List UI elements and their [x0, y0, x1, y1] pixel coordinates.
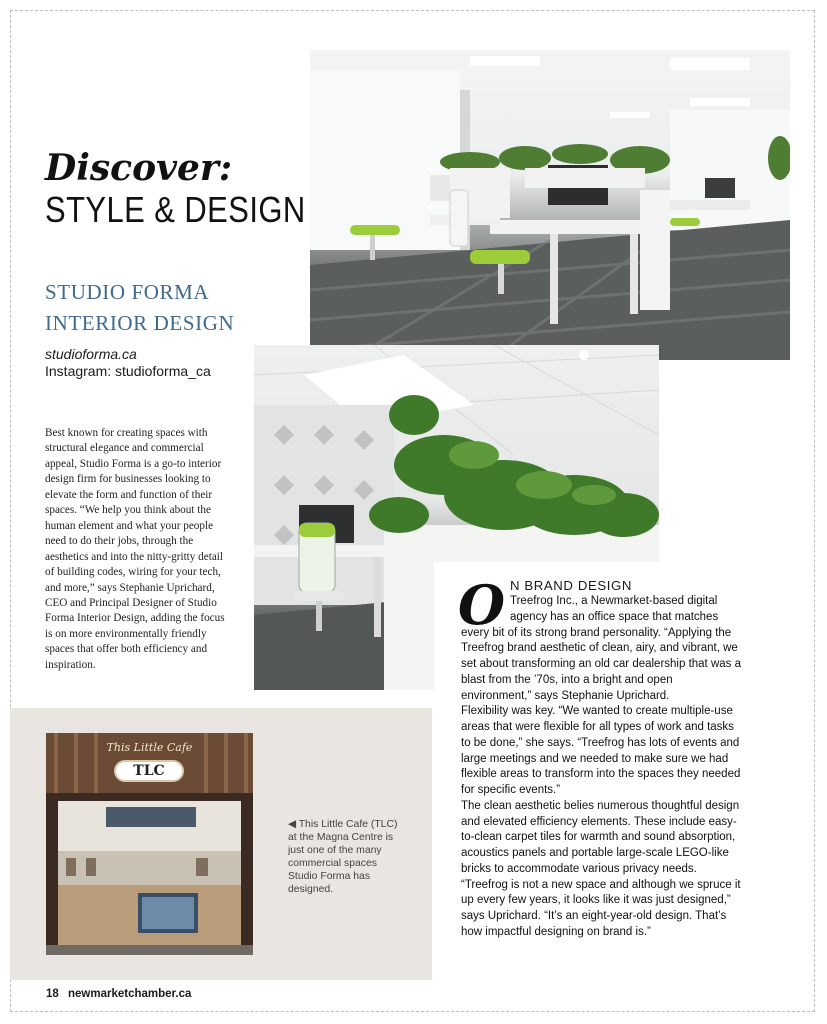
firm-instagram: Instagram: studioforma_ca — [45, 363, 211, 379]
cafe-sign-abbr: TLC — [133, 763, 165, 779]
cafe-sign-logo — [114, 760, 184, 782]
heading-style-design: STYLE & DESIGN — [45, 189, 306, 230]
article-body — [461, 594, 743, 941]
article-line-2: agency has an office space that matches — [510, 610, 719, 623]
article-line-1: Treefrog Inc., a Newmarket-based digital — [510, 595, 718, 607]
cafe-photo — [46, 733, 253, 955]
article-paragraph-3: The clean aesthetic belies numerous thoughtful design and elevated efficiency elements. These include easy-to-clean carpet tiles for warmth and sound absorption, acoustics panels and portable large-scale LEGO-like bricks to accommodate various privacy needs. “Treefrog is not a new space and although we spruce it up every few years, it looks like it was just designed,” says Uprichard. “It’s an eight-year-old design. That’s how impactful designing on brand is.” — [461, 799, 741, 938]
photo-caption: ◀ This Little Cafe (TLC) at the Magna Centre is just one of the many commercial spaces Studio Forma has designed. — [288, 819, 398, 895]
page-number: 18 — [46, 988, 59, 1000]
article-paragraph-2: Flexibility was key. “We wanted to create multiple-use areas that were flexible for all types of work and tasks to be done,” she says. “Treefrog has lots of events and large meetings and we needed to make sure we had flexible areas to transform into the spaces they needed for specific events.” — [461, 705, 741, 796]
section-heading: N BRAND DESIGN — [510, 578, 632, 593]
intro-paragraph: Best known for creating spaces with structural elegance and commercial appeal, Studio Forma is a go-to interior design firm for businesses looking to elevate the form and function of their spaces. “We help you think about the human element and what your people need to do their jobs, through the aesthetics and into the nitty-gritty detail of building codes, wiring for your tech, and more,” says Stephanie Uprichard, CEO and Principal Designer of Studio Forma Interior Design, adding the focus is on more environmentally friendly spaces that offer both efficiency and inspiration. — [45, 427, 225, 671]
heading-discover: Discover: — [45, 147, 233, 189]
firm-name: STUDIO FORMA INTERIOR DESIGN — [45, 280, 235, 335]
cafe-sign-script: This Little Cafe — [106, 741, 193, 754]
drop-cap: O — [458, 573, 506, 637]
firm-website[interactable]: studioforma.ca — [45, 346, 137, 362]
article-paragraph-1: every bit of its strong brand personality. “Applying the Treefrog brand aesthetic of clean, airy, and vibrant, we set about transforming an old car dealership that was a blast from the ’70s, into a bright and open environment,” says Stephanie Uprichard. — [461, 626, 741, 702]
office-photo-top — [310, 50, 790, 360]
footer-website[interactable]: newmarketchamber.ca — [68, 988, 192, 1000]
